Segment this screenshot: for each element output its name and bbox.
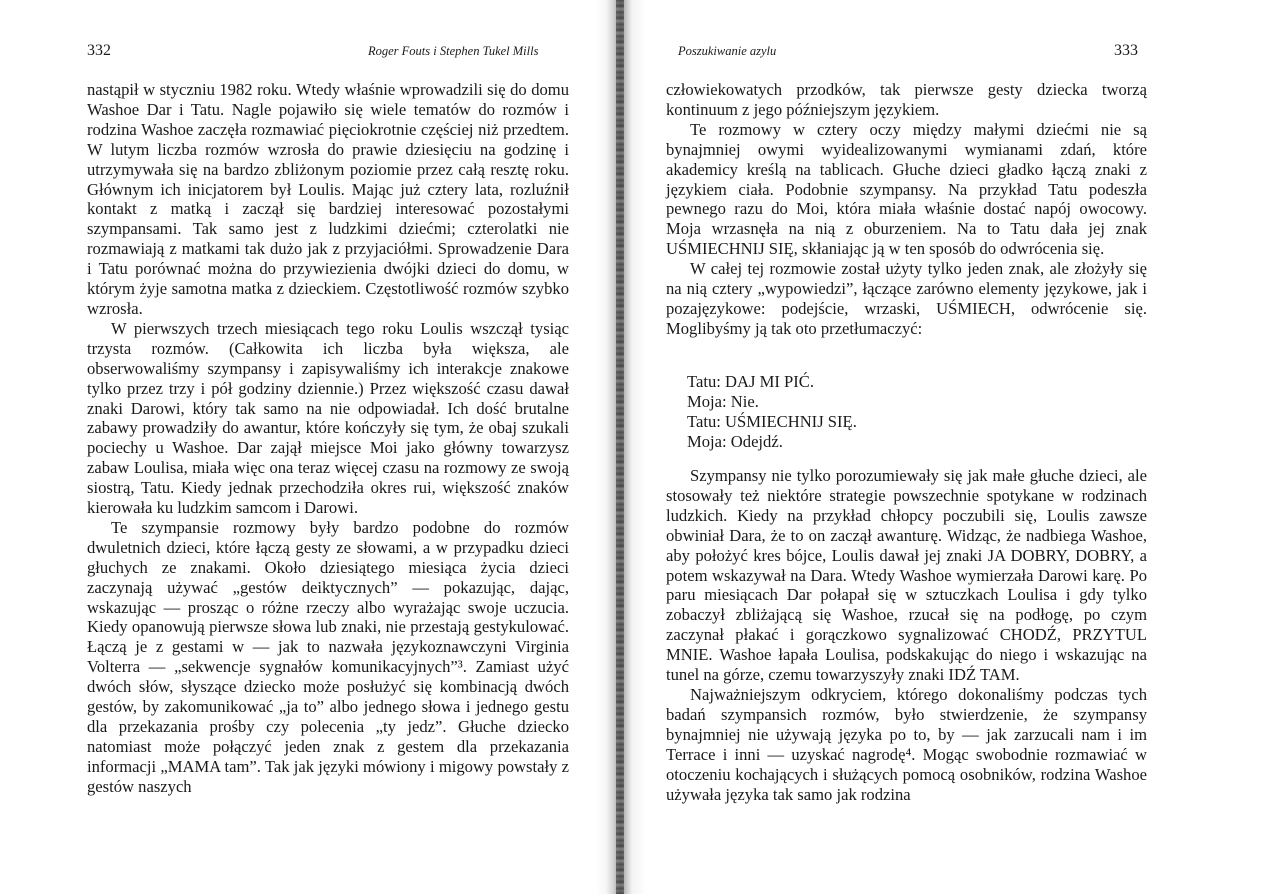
- dialogue-line: Tatu: UŚMIECHNIJ SIĘ.: [687, 411, 857, 431]
- paragraph: W pierwszych trzech miesiącach tego roku Loulis wszczął tysiąc trzysta rozmów. (Całkowita ich liczba była większa, ale obserwowaliśmy szympansy i zapisywaliśmy ich interakcje znakowe tylko przez trzy i pół godziny dziennie.) Przez większość czasu dawał znaki Darowi, który tak samo na nie odpowiadał. Ich dość brutalne zabawy prowadziły do awantur, które kończyły się tym, że obaj szukali pociechy u Washoe. Dar zajął miejsce Moi jako główny towarzysz zabaw Loulisa, miała więc ona teraz więcej czasu na rozmowy ze swoją siostrą, Tatu. Kiedy jednak przechodziła okres rui, większość znaków kierowała ku ludzkim samcom i Darowi.: [87, 318, 569, 518]
- paragraph: człowiekowatych przodków, tak pierwsze gesty dziecka tworzą kontinuum z jego późniejszym językiem.: [666, 80, 1147, 119]
- right-page: [640, 0, 1262, 894]
- right-page-body-bottom: [666, 466, 1147, 804]
- paragraph: nastąpił w styczniu 1982 roku. Wtedy właśnie wprowadzili się do domu Washoe Dar i Tatu. Nagle pojawiło się wiele tematów do rozmów i rodzina Washoe zaczęła rozmawiać pięciokrotnie częściej niż przedtem. W lutym liczba rozmów wzrosła do prawie dziesięciu na godzinę i utrzymywała się na bardzo zbliżonym poziomie przez całą resztę roku. Głównym ich inicjatorem był Loulis. Mając już cztery lata, rozluźnił kontakt z matką i zaczął się bardziej interesować pozostałymi szympansami. Tak samo jest z ludzkimi dziećmi; czterolatki nie rozmawiają z matkami tak dużo jak z przyjaciółmi. Sprowadzenie Dara i Tatu porównać można do przywiezienia dwójki dzieci do domu, w którym żyje samotna matka z dzieckiem. Częstotliwość rozmów szybko wzrosła.: [87, 80, 569, 318]
- paragraph: Szympansy nie tylko porozumiewały się jak małe głuche dzieci, ale stosowały też niektóre strategie powszechnie spotykane w rodzinach ludzkich. Kiedy na przykład chłopcy poczubili się, Loulis zawsze obwiniał Dara, że to on zaczął awanturę. Widząc, że nadbiega Washoe, aby położyć kres bójce, Loulis dawał jej znaki JA DOBRY, DOBRY, a potem wskazywał na Dara. Wtedy Washoe wymierzała Darowi karę. Po paru miesiącach Dar połapał się w sztuczkach Loulisa i gdy tylko zobaczył zbliżającą się Washoe, rzucał się na podłogę, po czym zaczynał płakać i gorączkowo sygnalizować CHODŹ, PRZYTUL MNIE. Washoe łapała Loulisa, podskakując do niego i wskazując na tunel na górze, czemu towarzyszyły znaki IDŹ TAM.: [666, 466, 1147, 685]
- dialogue-line: Moja: Nie.: [687, 391, 759, 411]
- dialogue-line: Tatu: DAJ MI PIĆ.: [687, 372, 814, 391]
- right-running-head: Poszukiwanie azylu: [678, 44, 777, 58]
- left-page: [0, 0, 600, 894]
- dialogue-line: Moja: Odejdź.: [687, 431, 783, 451]
- paragraph: Najważniejszym odkryciem, którego dokonaliśmy podczas tych badań szympansich rozmów, było stwierdzenie, że szympansy bynajmniej nie używają języka po to, by — jak zarzucali nam i im Terrace i inni — uzyskać nagrodę⁴. Mogąc swobodnie rozmawiać w otoczeniu kochających i służących pomocą osobników, rodzina Washoe używała języka tak samo jak rodzina: [666, 684, 1147, 804]
- paragraph: W całej tej rozmowie został użyty tylko jeden znak, ale złożyły się na nią cztery „wypowiedzi”, łączące zarówno elementy językowe, jak i pozajęzykowe: podejście, wrzaski, UŚMIECH, odwrócenie się. Moglibyśmy ją tak oto przetłumaczyć:: [666, 259, 1147, 338]
- dialogue-block: [687, 372, 857, 452]
- book-spine-binding: [616, 0, 624, 894]
- right-page-body-top: [666, 80, 1147, 339]
- paragraph: Te szympansie rozmowy były bardzo podobne do rozmów dwuletnich dzieci, które łączą gesty ze słowami, a w przypadku dzieci głuchych ze znakami. Około dziesiątego miesiąca życia dzieci zaczynają używać „gestów deiktycznych” — pokazując, dając, wskazując — prosząc o różne rzeczy albo wyrażając swoje uczucia. Kiedy opanowują pierwsze słowa lub znaki, nie przestają gestykulować. Łączą je z gestami w — jak to nazwała językoznawczyni Virginia Volterra — „sekwencje sygnałów komunikacyjnych”³. Zamiast użyć dwóch słów, słyszące dziecko może posłużyć się kombinacją dwóch gestów, by zakomunikować „ja to” albo jednego słowa i jednego gestu dla przekazania prośby czy polecenia „ty jedz”. Głuche dziecko natomiast może połączyć jeden znak z gestem dla przekazania informacji „MAMA tam”. Tak jak języki mówiony i migowy powstały z gestów naszych: [87, 517, 569, 796]
- left-running-head: Roger Fouts i Stephen Tukel Mills: [368, 44, 539, 58]
- paragraph: Te rozmowy w cztery oczy między małymi dziećmi nie są bynajmniej owymi wyidealizowanymi wymianami zdań, które akademicy kreślą na tablicach. Głuche dzieci gładko łączą znaki z językiem ciała. Podobnie szympansy. Na przykład Tatu podeszła pewnego razu do Moi, która miała właśnie dostać napój owocowy. Moja wrzasnęła na nią z oburzeniem. Na to Tatu dała jej znak UŚMIECHNIJ SIĘ, skłaniając ją w ten sposób do odwrócenia się.: [666, 119, 1147, 259]
- right-page-number: 333: [1114, 42, 1138, 59]
- left-page-number: 332: [87, 42, 111, 59]
- left-page-body: [87, 80, 569, 797]
